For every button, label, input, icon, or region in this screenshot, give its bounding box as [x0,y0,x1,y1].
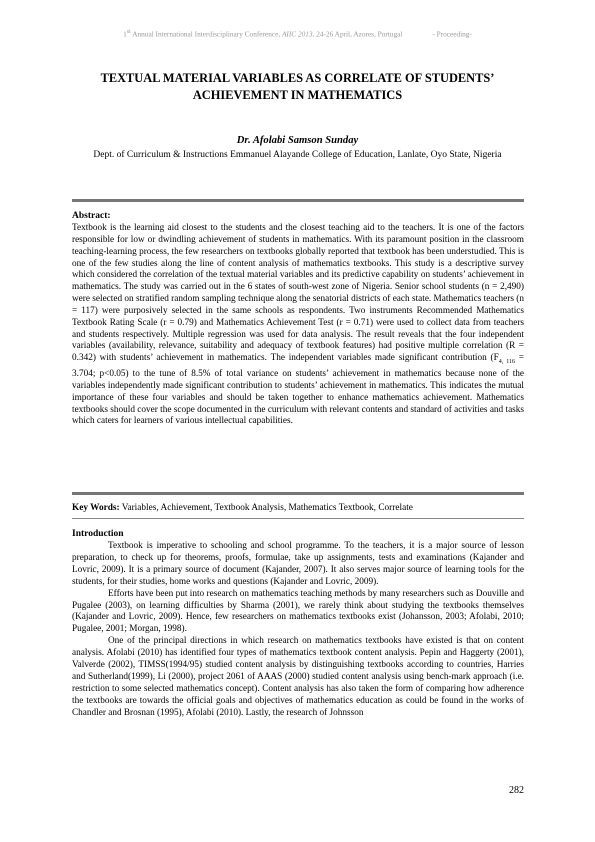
paragraph: Efforts have been put into research on mathematics teaching methods by many researchers such as Douville and Pugalee (2003), on learning difficulties by Sharma (2001), we rarely think about studying the textbooks themselves (Kajander and Lovric, 2009). Hence, few researchers on mathematics textbooks exist (Johansson, 2003; Afolabi, 2010; Pugalee, 2001; Morgan, 1998). [72,588,524,635]
header-ordinal: 1 [123,29,127,39]
abstract-text [72,223,524,428]
abstract-heading: Abstract: [72,211,111,221]
header-proceeding: - Proceeding- [432,29,472,39]
keywords-label: Key Words: [72,503,120,513]
abstract-text-part1: Textbook is the learning aid closest to the students and the closest teaching aid to the teachers. It is one of the factors responsible for low or dwindling achievement of students in mathematics. With its paramount position in the classroom teaching-learning process, the few researchers on textbooks globally reported that textbook has been understudied. This is one of the few studies along the line of content analysis of mathematics textbooks. This study is a descriptive survey which considered the correlation of the textual material variables and its predictive capability on students’ achievement in mathematics. The study was carried out in the 6 states of south-west zone of Nigeria. Senior school students (n = 2,490) were selected on stratified random sampling technique along the senatorial districts of each state. Mathematics teachers (n = 117) were purposively selected in the same schools as respondents. Two instruments Recommended Mathematics Textbook Rating Scale (r = 0.79) and Mathematics Achievement Test (r = 0.71) were used to collect data from teachers and students respectively. Multiple regression was used for data analysis. The result reveals that the four independent variables (availability, relevance, suitability and adequacy of textbook features) had positive multiple correlation (R = 0.342) with students’ achievement in mathematics. The independent variables made significant contribution (F [72,223,524,364]
introduction-body [72,541,524,720]
header-location: 24-26 April, Azores, Portugal [314,29,403,39]
keywords-rule [72,518,524,519]
abstract-f-subscript: 4, 116 [498,359,515,366]
keywords-list: Variables, Achievement, Textbook Analysis, Mathematics Textbook, Correlate [119,503,413,513]
section-heading-introduction: Introduction [72,529,124,539]
header-conference: Annual International Interdisciplinary Conference, [130,29,282,39]
paragraph: Textbook is imperative to schooling and school programme. To the teachers, it is a major source of lesson preparation, to check up for theorems, proofs, formulae, take up assignments, tests and examinations (Kajander and Lovric, 2009). It is a primary source of document (Kajander, 2007). It also serves major source of learning tools for the students, for their studies, home works and questions (Kajander and Lovric, 2009). [72,541,524,587]
abstract-bottom-rule [72,492,524,495]
abstract-text-part2: = 3.704; p<0.05) to the tune of 8.5% of total variance on students’ achievement in mathematics because none of the variables independently made significant contribution to students’ achievement in mathematics. This indicates the mutual importance of these four variables and should be taken together to enhance mathematics achievement. Mathematics textbooks should cover the scope documented in the curriculum with relevant contents and standard of activities and tasks which caters for learners of various intellectual capabilities. [72,353,524,427]
paper-title: TEXTUAL MATERIAL VARIABLES AS CORRELATE OF STUDENTS’ ACHIEVEMENT IN MATHEMATICS [100,71,495,102]
header-conference-acronym: AIIC 2013, [281,29,315,39]
author-affiliation: Dept. of Curriculum & Instructions Emmanuel Alayande College of Education, Lanlate, Oyo State, Nigeria [93,150,502,160]
page-number: 282 [509,785,524,796]
paragraph: One of the principal directions in which research on mathematics textbooks have existed is that on content analysis. Afolabi (2010) has identified four types of mathematics textbook content analysis. Pepin and Haggerty (2001), Valverde (2002), TIMSS(1994/95) studied content analysis by distinguishing textbooks according to countries, Harries and Sutherland(1999), Li (2000), project 2061 of AAAS (2000) studied content analysis using bench-mark approach (i.e. restriction to some selected mathematics concept). Content analysis has also taken the form of comparing how adherence the textbooks are towards the official goals and objectives of mathematics education as could be found in the works of Chandler and Brosnan (1995), Afolabi (2010). Lastly, the research of Johnsson [72,636,524,718]
abstract-top-rule [72,199,524,202]
keywords [72,503,524,513]
running-header [0,29,595,38]
header-ordinal-suffix: st [126,29,131,35]
author-name: Dr. Afolabi Samson Sunday [236,135,359,146]
